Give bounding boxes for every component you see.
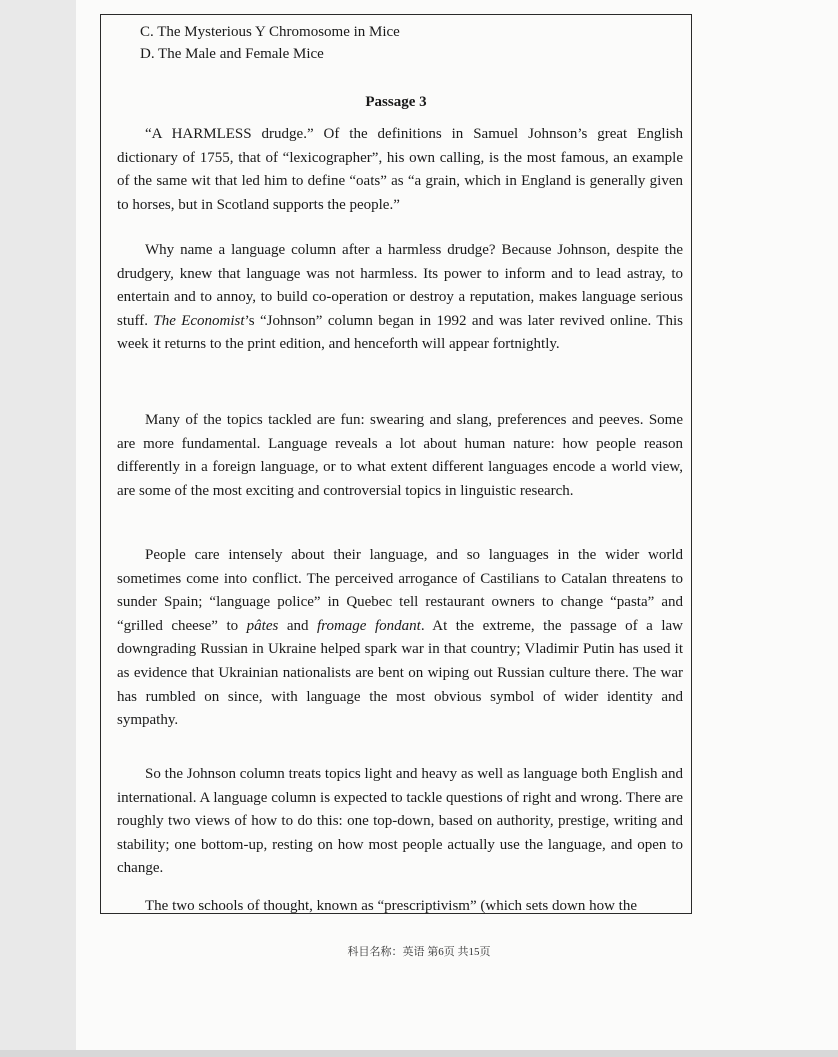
paragraph-3-text: Many of the topics tackled are fun: swearing and slang, preferences and peeves. Some are more fundamental. Language reveals a lot about human nature: how people reason differently in a foreign language, or to what extent different languages encode a world view, are some of the most exciting and controversial topics in linguistic research. (117, 412, 683, 499)
passage-heading: Passage 3 (365, 94, 427, 110)
paragraph-4 (117, 544, 683, 733)
paragraph-4-text-mid: and (278, 617, 318, 634)
paragraph-2-italic: The Economist (153, 312, 245, 329)
page-footer: 科目名称：英语 第6页 共15页 (347, 946, 491, 958)
paragraph-1 (117, 123, 683, 217)
paragraph-6 (117, 895, 683, 919)
paragraph-4-italic-b: fromage fondant (317, 617, 421, 634)
paragraph-4-text-a: People care intensely about their language, and so languages in the wider world sometimes come into conflict. The perceived arrogance of Castilians to Catalan threatens to sunder Spain; “language police” in Quebec tell restaurant owners to change “pasta” and “grilled cheese” to (117, 547, 683, 634)
paragraph-3 (117, 409, 683, 503)
paragraph-2 (117, 239, 683, 357)
scan-edge (0, 1050, 838, 1057)
paragraph-6-text: The two schools of thought, known as “prescriptivism” (which sets down how the (145, 898, 638, 914)
paragraph-2-text-a: Why name a language column after a harmless drudge? Because Johnson, despite the drudgery, knew that language was not harmless. Its power to inform and to lead astray, to entertain and to annoy, to build co-operation or destroy a reputation, makes language serious stuff. (117, 242, 683, 329)
paragraph-4-text-b: . At the extreme, the passage of a law downgrading Russian in Ukraine helped spark war in that country; Vladimir Putin has used it as evidence that Ukrainian nationalists are bent on wiping out Russian culture there. The war has rumbled on since, with language the most obvious symbol of wider identity and sympathy. (117, 617, 683, 729)
paragraph-4-italic-a: pâtes (246, 617, 279, 634)
option-c[interactable]: C. The Mysterious Y Chromosome in Mice (140, 24, 400, 40)
paragraph-5-text: So the Johnson column treats topics light and heavy as well as language both English and international. A language column is expected to tackle questions of right and wrong. There are roughly two views of how to do this: one top-down, based on authority, prestige, writing and stability; one bottom-up, resting on how most people actually use the language, and open to change. (117, 766, 683, 877)
paragraph-2-text-b: ’s “Johnson” column began in 1992 and was later revived online. This week it returns to the print edition, and henceforth will appear fortnightly. (117, 312, 684, 353)
paragraph-5 (117, 763, 683, 881)
paragraph-1-text: “A HARMLESS drudge.” Of the definitions in Samuel Johnson’s great English dictionary of 1755, that of “lexicographer”, his own calling, is the most famous, an example of the same wit that led him to define “oats” as “a grain, which in England is generally given to horses, but in Scotland supports the people.” (117, 126, 683, 213)
option-d[interactable]: D. The Male and Female Mice (140, 46, 324, 62)
